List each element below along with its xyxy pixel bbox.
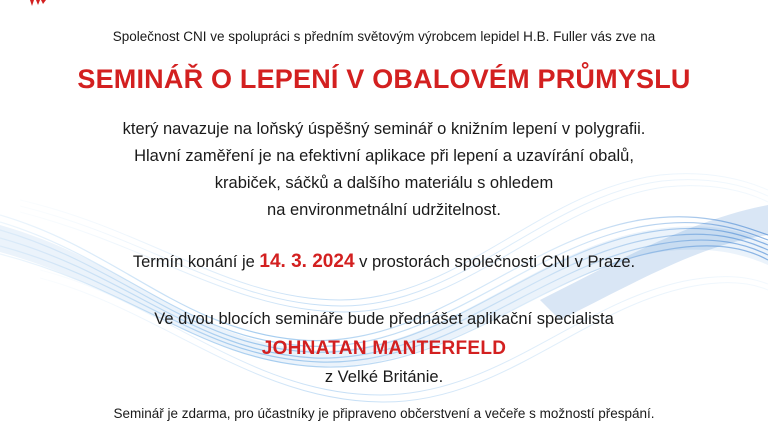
description-line-4: na environmetnální udržitelnost. bbox=[267, 201, 501, 219]
date-prefix: Termín konání je bbox=[132, 253, 255, 271]
description-line-3: krabiček, sáčků a dalšího materiálu s ohledem bbox=[214, 174, 554, 192]
speaker-origin: z Velké Británie. bbox=[324, 368, 444, 386]
seminar-date: 14. 3. 2024 bbox=[259, 251, 355, 272]
description-line-2: Hlavní zaměření je na efektivní aplikace při lepení a uzavírání obalů, bbox=[134, 147, 634, 165]
seminar-title: SEMINÁŘ O LEPENÍ V OBALOVÉM PRŮMYSLU bbox=[77, 64, 691, 94]
speaker-name: JOHNATAN MANTERFELD bbox=[261, 338, 507, 359]
intro-text: Společnost CNI ve spolupráci s předním světovým výrobcem lepidel H.B. Fuller vás zve na bbox=[112, 29, 656, 44]
footer-note: Seminář je zdarma, pro účastníky je připraveno občerstvení a večeře s možností přespání. bbox=[113, 406, 655, 421]
description-line-1: který navazuje na loňský úspěšný seminář o knižním lepení v polygrafii. bbox=[122, 120, 646, 138]
date-suffix: v prostorách společnosti CNI v Praze. bbox=[359, 253, 636, 271]
date-line bbox=[0, 251, 768, 273]
speaker-intro: Ve dvou blocích semináře bude přednášet aplikační specialista bbox=[154, 310, 614, 328]
